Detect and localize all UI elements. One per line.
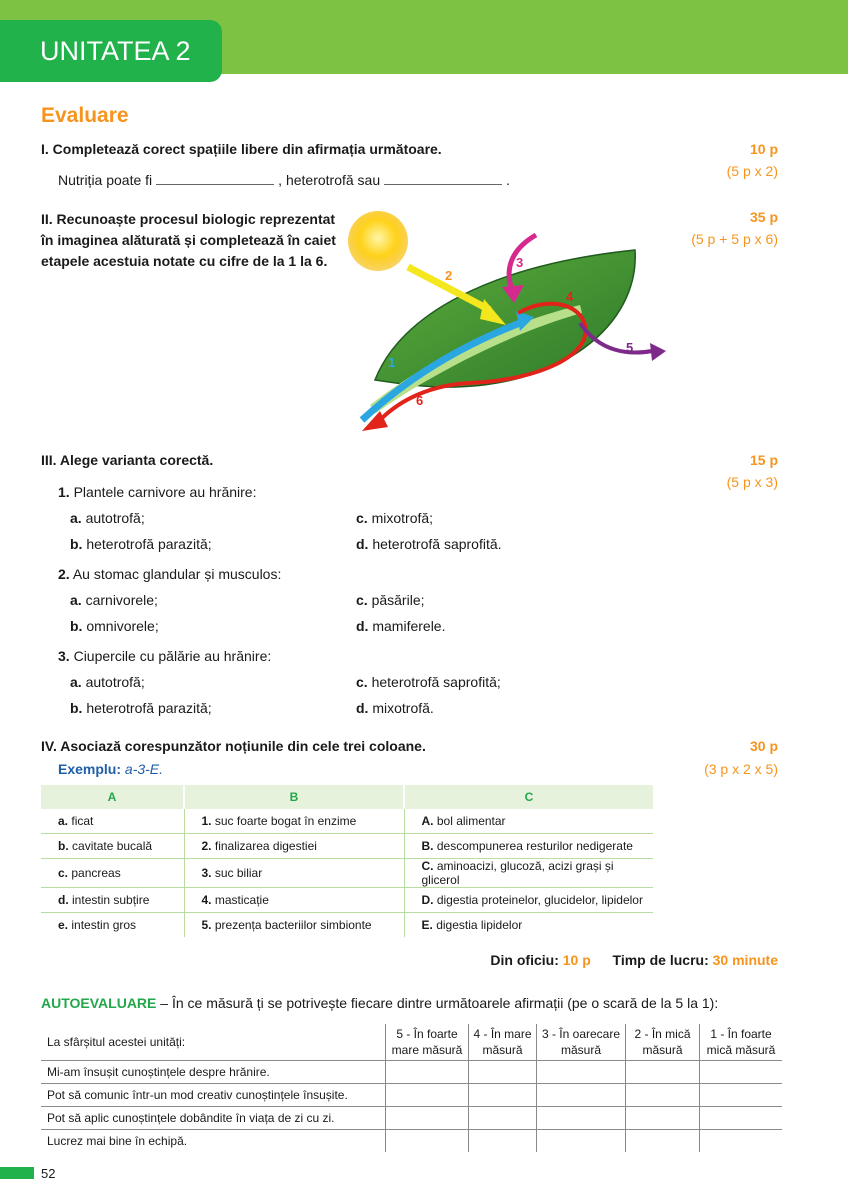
rating-cell[interactable] (537, 1130, 626, 1153)
unit-tab (0, 20, 222, 82)
q3-3-option-b[interactable] (70, 700, 212, 716)
cell-key: 4. (201, 893, 212, 907)
page-title: Evaluare (41, 104, 129, 127)
q1-blank-1[interactable] (156, 174, 274, 185)
q2-heading-line: etapele acestuia notate cu cifre de la 1 la 6. (41, 253, 328, 269)
q2-heading (41, 209, 336, 272)
scale-line: măsură (560, 1043, 601, 1057)
scale-line: 4 - În mare (473, 1027, 532, 1041)
cell-text: intestin subțire (72, 893, 150, 907)
q3-1-option-d[interactable] (356, 536, 502, 552)
sun-icon (348, 211, 408, 271)
time-label: Timp de lucru: (612, 952, 709, 968)
column-header-c: C (404, 785, 653, 809)
option-text: autotrofă; (85, 510, 145, 526)
photosynthesis-diagram (340, 205, 680, 440)
cell-text: suc foarte bogat în enzime (214, 814, 357, 828)
cell-c (404, 913, 653, 938)
scale-line: 1 - În foarte (710, 1027, 772, 1041)
option-letter: c. (356, 674, 368, 690)
option-text: heterotrofă parazită; (86, 536, 212, 552)
scale-line: 3 - În oarecare (541, 1027, 621, 1041)
option-letter: a. (70, 510, 82, 526)
q2-points-detail: (5 p + 5 p x 6) (691, 231, 778, 247)
rating-cell[interactable] (700, 1107, 783, 1130)
q2-points: 35 p (749, 209, 778, 225)
cell-key: A. (421, 814, 434, 828)
q1-text-b: , heterotrofă sau (278, 172, 381, 188)
scale-line: măsură (642, 1043, 683, 1057)
self-eval-intro (41, 995, 718, 1011)
cell-b (184, 859, 404, 888)
rating-cell[interactable] (700, 1130, 783, 1153)
option-letter: a. (70, 592, 82, 608)
scale-header-3 (537, 1024, 626, 1061)
rating-cell[interactable] (469, 1084, 537, 1107)
cell-b (184, 913, 404, 938)
option-letter: d. (356, 700, 369, 716)
option-text: carnivorele; (85, 592, 158, 608)
office-value: 10 p (562, 952, 591, 968)
cell-text: digestia proteinelor, glucidelor, lipidelor (436, 893, 643, 907)
example-value: a-3-E. (124, 761, 164, 777)
cell-key: 5. (201, 918, 212, 932)
option-text: păsările; (371, 592, 425, 608)
table-row (41, 1130, 782, 1153)
item-number: 1. (58, 484, 70, 500)
rating-cell[interactable] (469, 1130, 537, 1153)
option-letter: d. (356, 536, 369, 552)
q1-points: 10 p (749, 141, 778, 157)
cell-key: 3. (201, 866, 212, 880)
unit-title: UNITATEA 2 (40, 36, 191, 66)
scale-header-1 (700, 1024, 783, 1061)
option-text: heterotrofă saprofită; (371, 674, 501, 690)
cell-key: D. (421, 893, 434, 907)
table-row (41, 1107, 782, 1130)
item-text: Ciupercile cu pălărie au hrănire: (73, 648, 272, 664)
column-header-a: A (41, 785, 184, 809)
label-6: 6 (416, 393, 424, 408)
cell-key: E. (421, 918, 433, 932)
q1-heading: I. Completează corect spațiile libere din afirmația următoare. (41, 141, 442, 157)
cell-a (41, 913, 184, 938)
scale-header-5 (386, 1024, 469, 1061)
item-text: Plantele carnivore au hrănire: (73, 484, 257, 500)
item-number: 2. (58, 566, 70, 582)
office-label: Din oficiu: (490, 952, 559, 968)
cell-c (404, 888, 653, 913)
cell-key: d. (58, 893, 69, 907)
statement: Lucrez mai bine în echipă. (41, 1130, 386, 1153)
rating-cell[interactable] (700, 1084, 783, 1107)
rating-cell[interactable] (386, 1107, 469, 1130)
q4-heading: IV. Asociază corespunzător noțiunile din cele trei coloane. (41, 738, 426, 754)
option-text: mamiferele. (372, 618, 446, 634)
q3-1-option-c[interactable] (356, 510, 433, 526)
q3-1-option-b[interactable] (70, 536, 212, 552)
rating-cell[interactable] (386, 1061, 469, 1084)
self-eval-table (41, 1024, 782, 1152)
q3-item-1 (58, 484, 256, 500)
cell-text: masticație (214, 893, 269, 907)
arrow-5-head (650, 343, 666, 361)
label-3: 3 (516, 255, 524, 270)
rating-cell[interactable] (626, 1130, 700, 1153)
label-2: 2 (445, 268, 453, 283)
q3-3-option-d[interactable] (356, 700, 434, 716)
q3-points-detail: (5 p x 3) (726, 474, 778, 490)
rating-cell[interactable] (469, 1061, 537, 1084)
label-5: 5 (626, 340, 634, 355)
page-number: 52 (41, 1166, 56, 1181)
option-letter: b. (70, 618, 83, 634)
cell-text: descompunerea resturilor nedigerate (436, 839, 633, 853)
scale-line: 5 - În foarte (396, 1027, 458, 1041)
statement: Pot să aplic cunoștințele dobândite în viața de zi cu zi. (41, 1107, 386, 1130)
rating-cell[interactable] (626, 1084, 700, 1107)
q3-points: 15 p (749, 452, 778, 468)
cell-text: finalizarea digestiei (214, 839, 317, 853)
rating-cell[interactable] (626, 1107, 700, 1130)
option-letter: b. (70, 536, 83, 552)
q4-example (58, 761, 163, 777)
cell-text: bol alimentar (436, 814, 506, 828)
footer-bar (0, 1167, 34, 1179)
rating-cell[interactable] (537, 1061, 626, 1084)
q4-points: 30 p (749, 738, 778, 754)
cell-b (184, 888, 404, 913)
option-letter: b. (70, 700, 83, 716)
association-table (41, 785, 653, 937)
cell-c (404, 809, 653, 834)
q3-item-3 (58, 648, 271, 664)
option-letter: c. (356, 592, 368, 608)
cell-key: 2. (201, 839, 212, 853)
q1-blank-2[interactable] (384, 174, 502, 185)
cell-text: intestin gros (71, 918, 137, 932)
option-text: autotrofă; (85, 674, 145, 690)
table-row (41, 1061, 782, 1084)
q2-heading-line: II. Recunoaște procesul biologic reprezentat (41, 211, 336, 227)
cell-b (184, 834, 404, 859)
rating-cell[interactable] (386, 1130, 469, 1153)
q3-item-2 (58, 566, 281, 582)
q3-3-option-c[interactable] (356, 674, 501, 690)
cell-c (404, 859, 653, 888)
scale-line: măsură (482, 1043, 523, 1057)
table-row (41, 859, 653, 888)
exam-summary (490, 952, 778, 968)
q3-heading: III. Alege varianta corectă. (41, 452, 214, 468)
cell-text: cavitate bucală (72, 839, 153, 853)
time-value: 30 minute (712, 952, 778, 968)
option-letter: c. (356, 510, 368, 526)
q4-points-detail: (3 p x 2 x 5) (704, 761, 778, 777)
cell-key: b. (58, 839, 69, 853)
rating-cell[interactable] (537, 1107, 626, 1130)
rating-cell[interactable] (537, 1084, 626, 1107)
q3-2-option-d[interactable] (356, 618, 445, 634)
q3-2-option-b[interactable] (70, 618, 159, 634)
cell-key: a. (58, 814, 69, 828)
q3-2-option-a[interactable] (70, 592, 158, 608)
rating-cell[interactable] (700, 1061, 783, 1084)
rating-cell[interactable] (386, 1084, 469, 1107)
scale-line: mare măsură (391, 1043, 463, 1057)
cell-key: B. (421, 839, 434, 853)
self-eval-text: – În ce măsură ți se potrivește fiecare dintre următoarele afirmații (pe o scară de la 5 la 1): (156, 995, 719, 1011)
q3-2-option-c[interactable] (356, 592, 425, 608)
cell-key: 1. (201, 814, 212, 828)
q3-1-option-a[interactable] (70, 510, 145, 526)
table-row (41, 888, 653, 913)
label-4: 4 (566, 289, 574, 304)
example-label: Exemplu: (58, 761, 122, 777)
column-header-b: B (184, 785, 404, 809)
cell-b (184, 809, 404, 834)
table-row (41, 1084, 782, 1107)
item-text: Au stomac glandular și musculos: (72, 566, 282, 582)
q1-text-c: . (506, 172, 511, 188)
q1-points-detail: (5 p x 2) (726, 163, 778, 179)
option-text: heterotrofă parazită; (86, 700, 212, 716)
cell-text: pancreas (71, 866, 121, 880)
cell-a (41, 859, 184, 888)
cell-text: digestia lipidelor (436, 918, 523, 932)
cell-text: prezența bacteriilor simbionte (214, 918, 372, 932)
label-1: 1 (388, 355, 396, 370)
rating-cell[interactable] (626, 1061, 700, 1084)
cell-text: suc biliar (214, 866, 263, 880)
cell-c (404, 834, 653, 859)
cell-text: ficat (71, 814, 94, 828)
option-text: mixotrofă; (371, 510, 434, 526)
cell-key: c. (58, 866, 69, 880)
q3-3-option-a[interactable] (70, 674, 145, 690)
cell-a (41, 809, 184, 834)
cell-key: C. (421, 859, 434, 873)
option-text: omnivorele; (86, 618, 159, 634)
q2-heading-line: în imaginea alăturată și completează în caiet (41, 232, 336, 248)
option-text: heterotrofă saprofită. (372, 536, 502, 552)
cell-text: aminoacizi, glucoză, acizi grași și glicerol (421, 859, 614, 887)
q1-sentence (58, 172, 510, 188)
statement: Mi-am însușit cunoștințele despre hrănire. (41, 1061, 386, 1084)
item-number: 3. (58, 648, 70, 664)
option-letter: d. (356, 618, 369, 634)
scale-header-4 (469, 1024, 537, 1061)
scale-line: 2 - În mică (634, 1027, 691, 1041)
option-text: mixotrofă. (372, 700, 434, 716)
table-row (41, 913, 653, 938)
q1-text-a: Nutriția poate fi (58, 172, 153, 188)
self-eval-header-label: La sfârșitul acestei unități: (41, 1024, 386, 1061)
table-row (41, 834, 653, 859)
self-eval-title: AUTOEVALUARE (41, 995, 157, 1011)
table-row (41, 809, 653, 834)
cell-key: e. (58, 918, 69, 932)
statement: Pot să comunic într-un mod creativ cunoștințele însușite. (41, 1084, 386, 1107)
cell-a (41, 888, 184, 913)
scale-header-2 (626, 1024, 700, 1061)
cell-a (41, 834, 184, 859)
scale-line: mică măsură (706, 1043, 776, 1057)
rating-cell[interactable] (469, 1107, 537, 1130)
option-letter: a. (70, 674, 82, 690)
